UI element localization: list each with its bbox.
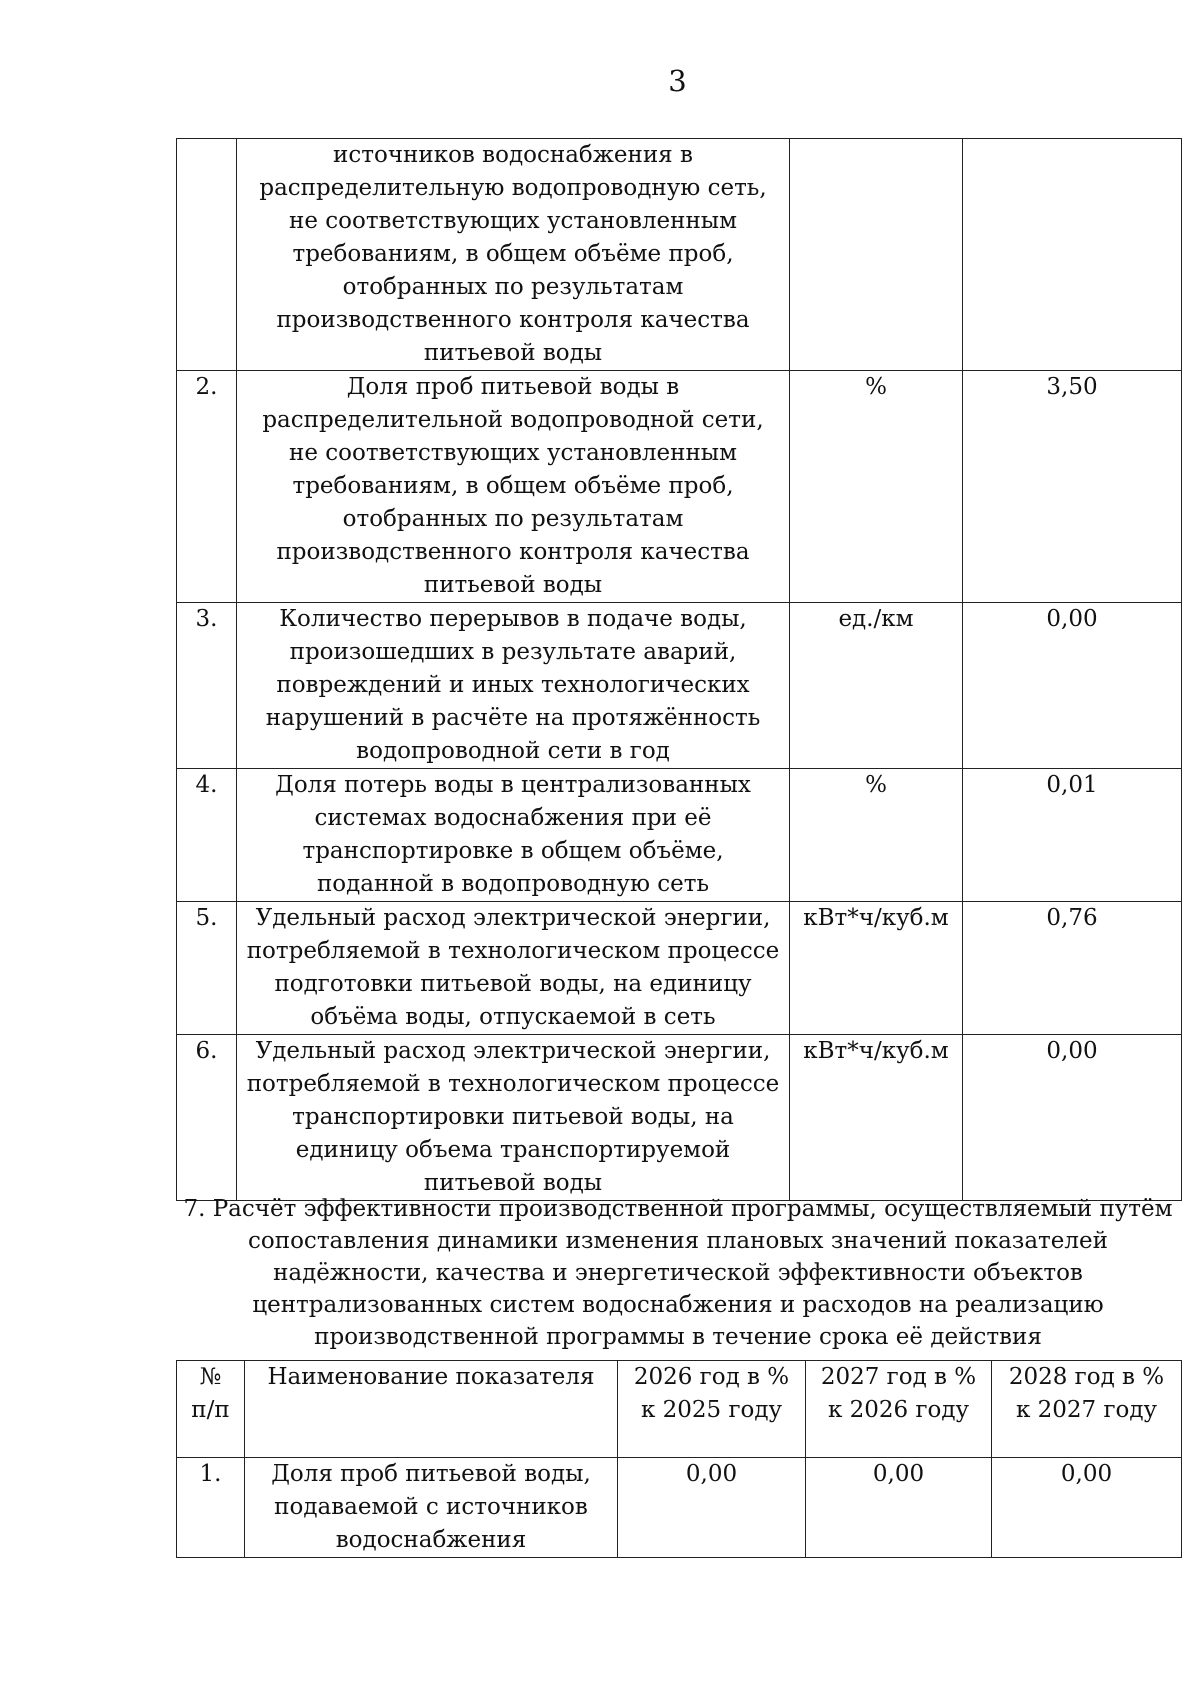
indicator-name-line: Доля потерь воды в централизованных	[275, 772, 751, 798]
row-number: 6.	[177, 1035, 237, 1201]
header-2027	[806, 1361, 992, 1458]
value-2027: 0,00	[806, 1458, 992, 1558]
header-num-line: п/п	[191, 1397, 230, 1423]
indicator-name-line: нарушений в расчёте на протяжённость	[265, 705, 761, 731]
indicator-name-line: требованиям, в общем объёме проб,	[292, 473, 734, 499]
header-2027-line: к 2026 году	[827, 1397, 970, 1423]
unit-cell: кВт*ч/куб.м	[790, 902, 963, 1035]
value-cell: 0,76	[963, 902, 1182, 1035]
section-7-title	[168, 1193, 1188, 1353]
indicator-name-line: водопроводной сети в год	[356, 738, 670, 764]
header-2027-line: 2027 год в %	[820, 1364, 977, 1390]
unit-cell: %	[790, 371, 963, 603]
indicator-name-line: распределительную водопроводную сеть,	[259, 175, 767, 201]
row-number	[177, 139, 237, 371]
value-2028: 0,00	[992, 1458, 1182, 1558]
unit-cell: ед./км	[790, 603, 963, 769]
indicator-name-line: не соответствующих установленным	[289, 440, 737, 466]
indicator-name	[237, 902, 790, 1035]
indicator-name-line: единицу объема транспортируемой	[295, 1137, 731, 1163]
value-cell: 3,50	[963, 371, 1182, 603]
header-2026-line: 2026 год в %	[633, 1364, 790, 1390]
table-row	[177, 603, 1182, 769]
row-number: 4.	[177, 769, 237, 902]
unit-cell: %	[790, 769, 963, 902]
table-row	[177, 1035, 1182, 1201]
header-2028-line: 2028 год в %	[1008, 1364, 1165, 1390]
row-number: 5.	[177, 902, 237, 1035]
header-2028-line: к 2027 году	[1015, 1397, 1158, 1423]
indicator-name-line: питьевой воды	[423, 1170, 603, 1196]
indicator-name-line: питьевой воды	[423, 340, 603, 366]
indicator-name	[237, 603, 790, 769]
indicator-name-line: питьевой воды	[423, 572, 603, 598]
indicator-name-line: повреждений и иных технологических	[276, 672, 750, 698]
indicator-name	[237, 139, 790, 371]
indicator-name-line: отобранных по результатам	[342, 506, 684, 532]
value-cell: 0,00	[963, 603, 1182, 769]
value-cell: 0,00	[963, 1035, 1182, 1201]
section-title-line: надёжности, качества и энергетической эффективности объектов	[273, 1260, 1083, 1286]
indicator-name-line: Количество перерывов в подаче воды,	[279, 606, 747, 632]
indicator-name-line: Удельный расход электрической энергии,	[255, 1038, 771, 1064]
indicator-name-line: Доля проб питьевой воды в	[346, 374, 680, 400]
indicator-name-line: отобранных по результатам	[342, 274, 684, 300]
unit-cell: кВт*ч/куб.м	[790, 1035, 963, 1201]
indicator-name	[237, 1035, 790, 1201]
indicator-name-line: потребляемой в технологическом процессе	[246, 1071, 780, 1097]
section-title-line: производственной программы в течение срока её действия	[314, 1324, 1042, 1350]
value-cell: 0,01	[963, 769, 1182, 902]
indicator-name-line: поданной в водопроводную сеть	[316, 871, 710, 897]
table-row	[177, 371, 1182, 603]
indicator-name-line: подготовки питьевой воды, на единицу	[274, 971, 752, 997]
page-number: 3	[668, 64, 687, 98]
table-row	[177, 1458, 1182, 1558]
header-2028	[992, 1361, 1182, 1458]
header-num	[177, 1361, 245, 1458]
indicator-name-line: источников водоснабжения в	[333, 142, 693, 168]
indicator-name-line: подаваемой с источников	[274, 1494, 588, 1520]
table-header-row	[177, 1361, 1182, 1458]
row-number: 1.	[177, 1458, 245, 1558]
indicator-name-line: требованиям, в общем объёме проб,	[292, 241, 734, 267]
header-2026-line: к 2025 году	[640, 1397, 783, 1423]
row-number: 2.	[177, 371, 237, 603]
indicator-name-line: не соответствующих установленным	[289, 208, 737, 234]
indicator-name-line: водоснабжения	[335, 1527, 527, 1553]
table-row	[177, 769, 1182, 902]
indicator-name-line: Удельный расход электрической энергии,	[255, 905, 771, 931]
indicator-name-line: произошедших в результате аварий,	[289, 639, 737, 665]
indicator-name-line: системах водоснабжения при её	[314, 805, 712, 831]
indicator-name-line: распределительной водопроводной сети,	[262, 407, 764, 433]
section-title-line: централизованных систем водоснабжения и расходов на реализацию	[252, 1292, 1104, 1318]
table-row	[177, 902, 1182, 1035]
indicator-name-line: транспортировки питьевой воды, на	[292, 1104, 734, 1130]
value-cell	[963, 139, 1182, 371]
row-number: 3.	[177, 603, 237, 769]
value-2026: 0,00	[618, 1458, 806, 1558]
header-name: Наименование показателя	[245, 1361, 618, 1458]
indicator-name-line: производственного контроля качества	[276, 307, 750, 333]
indicator-name-line: транспортировке в общем объёме,	[302, 838, 724, 864]
indicator-name	[245, 1458, 618, 1558]
header-num-line: №	[199, 1364, 222, 1390]
indicator-name	[237, 371, 790, 603]
indicator-name-line: производственного контроля качества	[276, 539, 750, 565]
indicator-name-line: объёма воды, отпускаемой в сеть	[310, 1004, 716, 1030]
table-row	[177, 139, 1182, 371]
section-title-line: сопоставления динамики изменения плановых значений показателей	[248, 1228, 1108, 1254]
unit-cell	[790, 139, 963, 371]
header-2026	[618, 1361, 806, 1458]
indicator-name-line: потребляемой в технологическом процессе	[246, 938, 780, 964]
indicator-name-line: Доля проб питьевой воды,	[271, 1461, 591, 1487]
section-title-line: 7. Расчёт эффективности производственной программы, осуществляемый путём	[183, 1196, 1173, 1222]
indicators-table	[176, 138, 1182, 1201]
efficiency-table	[176, 1360, 1182, 1558]
indicator-name	[237, 769, 790, 902]
